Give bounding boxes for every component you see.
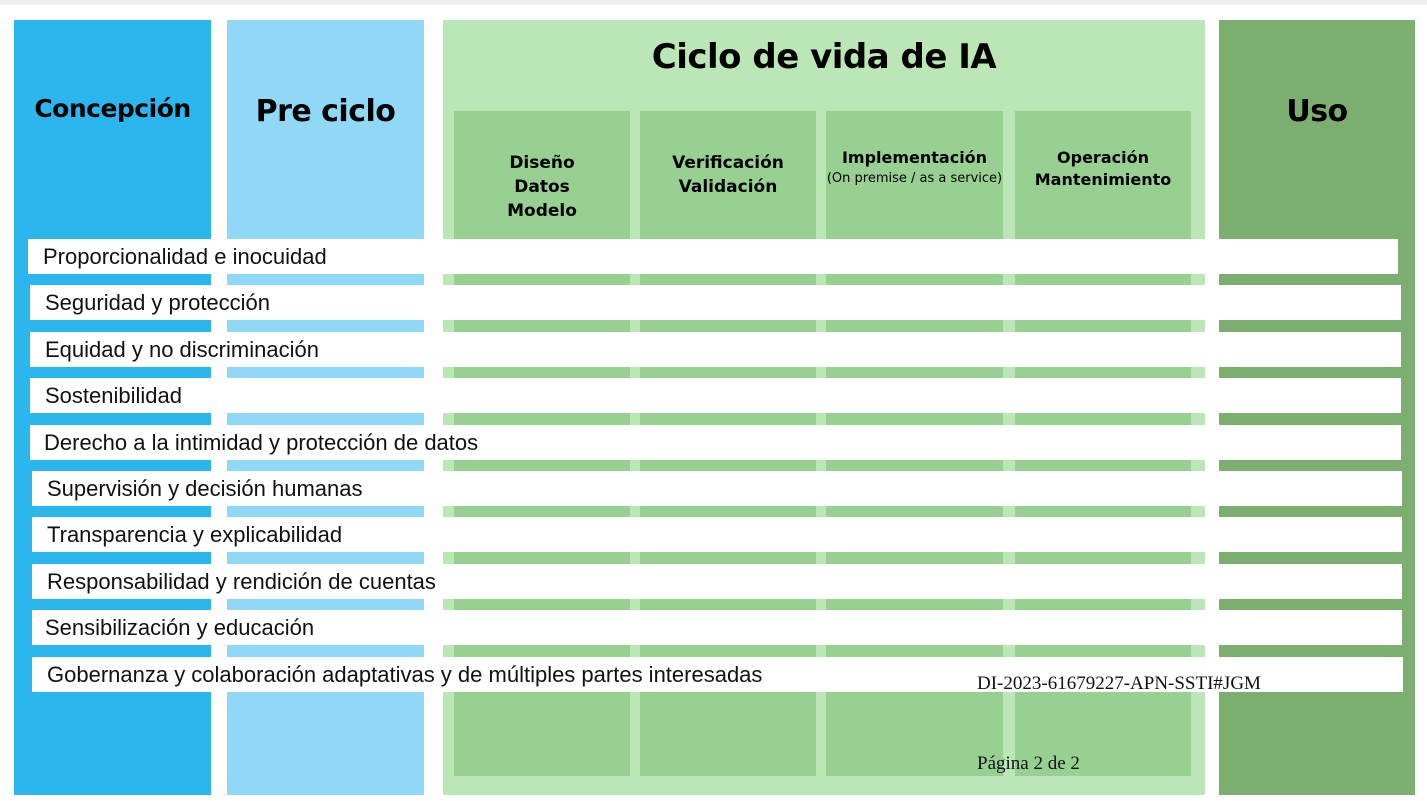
principle-label: Gobernanza y colaboración adaptativas y de múltiples partes interesadas — [47, 662, 763, 687]
column-title-ciclo-de-vida: Ciclo de vida de IA — [651, 37, 997, 77]
principle-label: Proporcionalidad e inocuidad — [43, 244, 327, 269]
document-page — [0, 5, 1427, 801]
stage-label — [1015, 147, 1191, 191]
principle-label: Sensibilización y educación — [45, 615, 315, 640]
principle-label: Seguridad y protección — [45, 290, 271, 315]
principle-label: Supervisión y decisión humanas — [47, 476, 363, 501]
stage-line: Datos — [514, 177, 570, 197]
principle-bar — [30, 285, 1401, 320]
column-title-pre-ciclo: Pre ciclo — [255, 94, 396, 129]
stage-line: Diseño — [509, 153, 575, 173]
page-number: Página 2 de 2 — [977, 753, 1080, 774]
principle-bar — [30, 378, 1401, 413]
principle-bar — [32, 471, 1402, 506]
principle-label: Transparencia y explicabilidad — [47, 522, 343, 547]
document-id: DI-2023-61679227-APN-SSTI#JGM — [977, 673, 1261, 694]
principle-bar — [32, 610, 1402, 645]
stage-label — [454, 151, 630, 223]
principle-bar — [32, 564, 1402, 599]
column-title-concepcion: Concepción — [34, 94, 191, 123]
stage-line: Operación — [1057, 148, 1149, 167]
principle-bar — [30, 425, 1401, 460]
principle-bar — [28, 239, 1398, 274]
stage-label — [640, 151, 816, 199]
principle-label: Equidad y no discriminación — [45, 337, 319, 362]
column-title-uso: Uso — [1286, 94, 1348, 129]
stage-line: Validación — [678, 177, 778, 197]
stage-line: Verificación — [672, 153, 784, 173]
principle-label: Sostenibilidad — [45, 383, 182, 408]
stage-line: Mantenimiento — [1034, 170, 1172, 189]
principle-label: Responsabilidad y rendición de cuentas — [47, 569, 436, 594]
principle-label: Derecho a la intimidad y protección de datos — [44, 430, 479, 455]
stage-label — [826, 147, 1003, 188]
principle-bar — [32, 517, 1402, 552]
stage-note: (On premise / as a service) — [826, 171, 1003, 186]
stage-line: Modelo — [507, 201, 577, 221]
stage-line: Implementación — [841, 148, 988, 167]
principle-bar — [30, 332, 1401, 367]
